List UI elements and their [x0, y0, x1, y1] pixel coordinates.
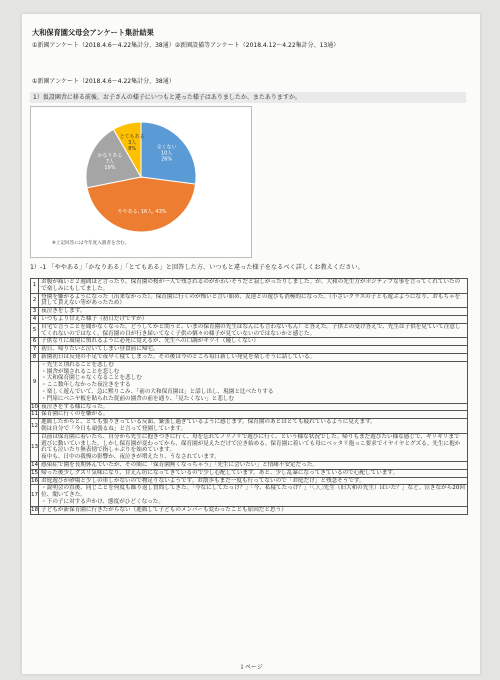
response-text: ・先生と別れることを悲しむ ・園舎が壊されることを悲しむ ・大和保育園じゃなくなることを悲しむ ・ここ数年しなかった夜泣きをする ・楽しく遊んでいて、急に黙りこみ、「前の大和保育園は」と話し出し、現園と比べたりする ・門扉にベニヤ板を貼られた従前の園舎の前を通り、「見たくない」と悲しむ	[39, 361, 468, 403]
response-text: ・説明会の直後、同じことを何度も繰り返し質問してきた。「今なにしてたっけ？」「今、私寝てたっけ？」「〇〇先生（旧大和の先生）はいた？」など。泣きながら20回位、聞いてきた。 ・下の子に対する声かけ、態度がひどくなった。	[39, 485, 468, 506]
table-row	[31, 308, 468, 316]
row-number: 2	[31, 293, 39, 308]
response-text: 以前は保育園に着いたら、自分から先生に抱きつきに行く、母を忘れてノリノリで遊びに行く、という様な状況でした。帰りもまだ遊びたい様な感じで、ギリギリまで遊びに動いていました。しかし保育園が変わってから、保育園が見えただけで泣き始める。保育園に着いても母にベッタリ抱っこ要求でイヤイヤとグズる。先生に抱かれても泣いたり無表情で指しゃぶりを始めています。 夜中も、日中の我慢の影響か、夜泣きが増えたり、うなされています。	[39, 433, 468, 461]
row-number: 18	[31, 506, 39, 513]
row-number: 10	[31, 403, 39, 410]
pie-label-1: ややある, 16人, 43%	[117, 209, 167, 216]
response-text: 夜泣きをする様になった。	[39, 403, 468, 411]
response-text: お腹が痛いと２週間ほど言ったり、保育園の桜が一人で残されるのがかわいそうだと寂しがったりしました。が、大和の先生方がポジティブな事を言ってくれていたので楽しみにもしてました。	[39, 279, 468, 294]
row-number: 15	[31, 469, 39, 476]
pie-slice-1	[87, 177, 195, 232]
row-number: 4	[31, 315, 39, 323]
pie-label-3: とてもある 3人 8%	[119, 134, 145, 153]
table-row	[31, 485, 468, 506]
response-text: 自宅で言うことを聞かなくなった。どうしてかと問うと、いまの保育園の先生はなんにも言わないもん！と答えた。子供との受け答えで、先生は子供を見ていて注意してくれないのではなく、保育園の目が行き届いてなく子供の個々の様子が見ていないのではないかと感じた。	[39, 323, 468, 338]
pie-label-0: 全くない 10人 26%	[156, 144, 177, 163]
response-text: 夜泣きをします。	[39, 308, 468, 316]
response-text: 保育園に行くのを嫌がる。	[39, 411, 468, 419]
table-row	[31, 293, 468, 308]
question-1-1: 1）-1 「ややある」「かなりある」「とてもある」と回答した方、いつもと違った様子をなるべく詳しくお教えください。	[30, 264, 364, 271]
table-row	[31, 323, 468, 338]
response-text: 子供なりに環境に慣れるように必死に覚えるが、先生への口調がキツイ（優しくない）	[39, 338, 468, 346]
table-row	[31, 433, 468, 461]
row-number: 1	[31, 279, 39, 294]
row-number: 12	[31, 419, 39, 434]
row-number: 7	[31, 346, 39, 354]
row-number: 8	[31, 353, 39, 361]
page-title: 大和保育園父母会アンケート集計結果	[32, 28, 154, 37]
row-number: 6	[31, 338, 39, 346]
page-number: １ページ	[239, 664, 263, 671]
table-row	[31, 315, 468, 323]
document-page	[22, 14, 480, 674]
row-number: 11	[31, 411, 39, 418]
survey-subtitle: ①新園アンケート（2018.4.6〜4.22集計分、38通）②新園設備等アンケート（2018.4.12〜4.22集計分、13通）	[32, 42, 340, 49]
row-number: 9	[31, 361, 39, 403]
row-number: 3	[31, 308, 39, 316]
row-number: 13	[31, 433, 39, 461]
table-row	[31, 461, 468, 469]
section-heading: ①新園アンケート（2018.4.6〜4.22集計分、38通）	[32, 78, 175, 85]
response-text: 進級したからと、とても張りきっている反面、緊張し過ぎているように感じます。保育園のあとはとても疲れているように見えます。 朝は自分で「今日も頑張るね」と言って登園しています。	[39, 419, 468, 434]
pie-chart-box	[30, 106, 252, 258]
table-row	[31, 403, 468, 411]
response-text: いつもより甘えた様子（初日だけですが）	[39, 315, 468, 323]
pie-label-2: かなりある 7人 19%	[97, 152, 123, 171]
response-text: 感染症で園を長期休んでいたが、その間に「保育園無くなっちゃう」「先生に会いたい」と情緒不安定だった。	[39, 461, 468, 469]
table-row	[31, 338, 468, 346]
table-row	[31, 469, 468, 477]
responses-table	[30, 278, 468, 515]
response-text: 初日、帰りたいと泣いてしまい昼食前に帰宅。	[39, 346, 468, 354]
row-number: 16	[31, 477, 39, 484]
table-row	[31, 506, 468, 514]
row-number: 17	[31, 485, 39, 506]
row-number: 14	[31, 461, 39, 468]
response-text: 登園を嫌がるようになった（出来なかった）。保育園に行くのが怖いと言い始め、友達との遊びも消極的になった。（小さいクラスの子とも遊ぶようになり、おもちゃを貸して貰えない等があったため）	[39, 293, 468, 308]
table-row	[31, 477, 468, 485]
response-text: お庭遊びが砂場と少しの車しかないので物足りないようです。お散歩もまだ一度も行ってないので「お庭だけ」と残念そうです。	[39, 477, 468, 485]
row-number: 5	[31, 323, 39, 338]
chart-note: ※上記回答には今年度入園者を含む。	[52, 241, 130, 246]
question-1: 1）仮設園舎に移る前後、お子さんの様子にいつもと違った様子はありましたか、またありますか。	[30, 92, 466, 103]
table-row	[31, 346, 468, 354]
table-row	[31, 411, 468, 419]
pie-chart	[31, 107, 251, 237]
table-row	[31, 353, 468, 361]
response-text: 帰った後少しグズリ気味になり、甘えん坊になってきているので少し心配しています。あと、少し乱暴になってきているので心配しています。	[39, 469, 468, 477]
table-row	[31, 419, 468, 434]
table-row	[31, 279, 468, 294]
response-text: 子どもが新保育園に行きたがらない（進級して子どものメンバーも変わったことも原因だと思う）	[39, 506, 468, 514]
table-row	[31, 361, 468, 403]
response-text: 新園初日は反発の不足で夜早く寝てしまった。その後は今のところ毎日新しい発見を楽しそうに話している。	[39, 353, 468, 361]
